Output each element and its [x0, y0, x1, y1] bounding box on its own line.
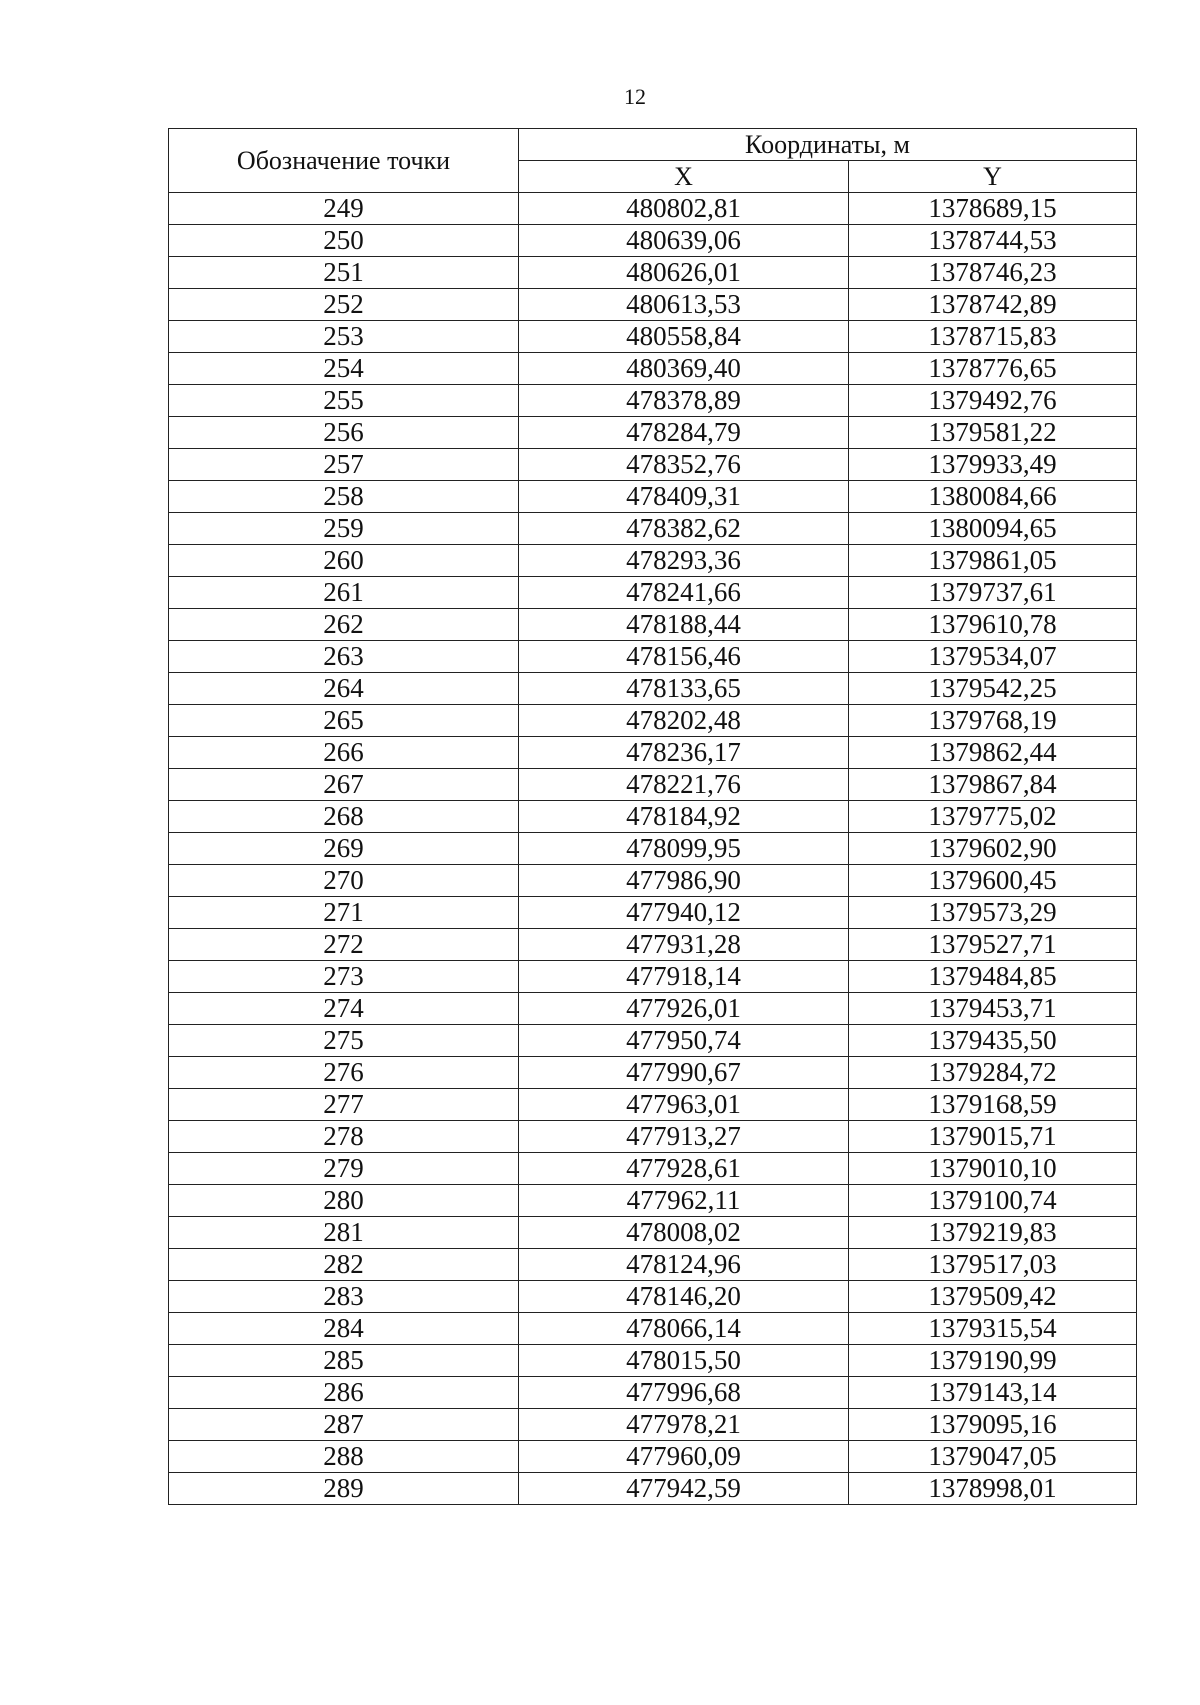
y-cell: 1379542,25 — [849, 673, 1137, 705]
table-row — [169, 1281, 1137, 1313]
y-cell: 1378746,23 — [849, 257, 1137, 289]
y-cell: 1379143,14 — [849, 1377, 1137, 1409]
table-row — [169, 673, 1137, 705]
y-cell: 1379581,22 — [849, 417, 1137, 449]
table-row — [169, 321, 1137, 353]
y-cell: 1379190,99 — [849, 1345, 1137, 1377]
table-row — [169, 1473, 1137, 1505]
table-row — [169, 993, 1137, 1025]
table-row — [169, 385, 1137, 417]
y-cell: 1379517,03 — [849, 1249, 1137, 1281]
table-row — [169, 833, 1137, 865]
point-cell: 280 — [169, 1185, 519, 1217]
x-cell: 477962,11 — [519, 1185, 849, 1217]
y-cell: 1379573,29 — [849, 897, 1137, 929]
point-cell: 268 — [169, 801, 519, 833]
y-cell: 1379602,90 — [849, 833, 1137, 865]
y-cell: 1379047,05 — [849, 1441, 1137, 1473]
x-cell: 477918,14 — [519, 961, 849, 993]
point-cell: 275 — [169, 1025, 519, 1057]
point-cell: 253 — [169, 321, 519, 353]
point-cell: 270 — [169, 865, 519, 897]
y-cell: 1379768,19 — [849, 705, 1137, 737]
x-cell: 477986,90 — [519, 865, 849, 897]
table-row — [169, 577, 1137, 609]
point-cell: 265 — [169, 705, 519, 737]
x-cell: 478241,66 — [519, 577, 849, 609]
x-cell: 478202,48 — [519, 705, 849, 737]
y-cell: 1379775,02 — [849, 801, 1137, 833]
x-cell: 478293,36 — [519, 545, 849, 577]
point-cell: 279 — [169, 1153, 519, 1185]
y-cell: 1378715,83 — [849, 321, 1137, 353]
point-cell: 287 — [169, 1409, 519, 1441]
y-cell: 1379219,83 — [849, 1217, 1137, 1249]
table-row — [169, 737, 1137, 769]
point-cell: 282 — [169, 1249, 519, 1281]
x-cell: 477990,67 — [519, 1057, 849, 1089]
x-cell: 478409,31 — [519, 481, 849, 513]
point-cell: 288 — [169, 1441, 519, 1473]
point-cell: 284 — [169, 1313, 519, 1345]
table-row — [169, 513, 1137, 545]
x-cell: 478008,02 — [519, 1217, 849, 1249]
x-cell: 477963,01 — [519, 1089, 849, 1121]
y-cell: 1379015,71 — [849, 1121, 1137, 1153]
table-row — [169, 1377, 1137, 1409]
page-number: 12 — [624, 84, 646, 109]
y-cell: 1379484,85 — [849, 961, 1137, 993]
table-row — [169, 257, 1137, 289]
table-row — [169, 481, 1137, 513]
y-cell: 1379737,61 — [849, 577, 1137, 609]
x-cell: 480639,06 — [519, 225, 849, 257]
x-cell: 477950,74 — [519, 1025, 849, 1057]
x-cell: 478236,17 — [519, 737, 849, 769]
x-cell: 478188,44 — [519, 609, 849, 641]
y-cell: 1379534,07 — [849, 641, 1137, 673]
point-cell: 266 — [169, 737, 519, 769]
table-body — [169, 193, 1137, 1505]
x-cell: 477913,27 — [519, 1121, 849, 1153]
point-cell: 262 — [169, 609, 519, 641]
point-cell: 257 — [169, 449, 519, 481]
table-row — [169, 1249, 1137, 1281]
y-cell: 1378776,65 — [849, 353, 1137, 385]
x-cell: 477928,61 — [519, 1153, 849, 1185]
x-cell: 477978,21 — [519, 1409, 849, 1441]
x-cell: 480626,01 — [519, 257, 849, 289]
y-cell: 1378998,01 — [849, 1473, 1137, 1505]
y-cell: 1379492,76 — [849, 385, 1137, 417]
y-column-header: Y — [849, 161, 1137, 193]
coordinates-group-header: Координаты, м — [519, 129, 1137, 161]
table-row — [169, 1217, 1137, 1249]
y-cell: 1379600,45 — [849, 865, 1137, 897]
table-row — [169, 1313, 1137, 1345]
y-cell: 1380084,66 — [849, 481, 1137, 513]
x-cell: 478156,46 — [519, 641, 849, 673]
table-row — [169, 865, 1137, 897]
point-cell: 267 — [169, 769, 519, 801]
y-cell: 1379095,16 — [849, 1409, 1137, 1441]
y-cell: 1379284,72 — [849, 1057, 1137, 1089]
y-cell: 1379527,71 — [849, 929, 1137, 961]
table-row — [169, 1025, 1137, 1057]
point-cell: 263 — [169, 641, 519, 673]
point-cell: 252 — [169, 289, 519, 321]
table-row — [169, 929, 1137, 961]
x-cell: 478184,92 — [519, 801, 849, 833]
table-row — [169, 705, 1137, 737]
table-row — [169, 353, 1137, 385]
point-cell: 278 — [169, 1121, 519, 1153]
point-cell: 289 — [169, 1473, 519, 1505]
point-cell: 274 — [169, 993, 519, 1025]
x-cell: 478066,14 — [519, 1313, 849, 1345]
y-cell: 1380094,65 — [849, 513, 1137, 545]
point-cell: 281 — [169, 1217, 519, 1249]
table-row — [169, 801, 1137, 833]
x-cell: 477996,68 — [519, 1377, 849, 1409]
point-cell: 250 — [169, 225, 519, 257]
x-cell: 480558,84 — [519, 321, 849, 353]
point-cell: 264 — [169, 673, 519, 705]
table-row — [169, 289, 1137, 321]
point-cell: 285 — [169, 1345, 519, 1377]
x-cell: 477926,01 — [519, 993, 849, 1025]
x-column-header: X — [519, 161, 849, 193]
point-cell: 254 — [169, 353, 519, 385]
table-row — [169, 1185, 1137, 1217]
y-cell: 1379862,44 — [849, 737, 1137, 769]
point-cell: 272 — [169, 929, 519, 961]
point-cell: 283 — [169, 1281, 519, 1313]
point-cell: 277 — [169, 1089, 519, 1121]
table-row — [169, 769, 1137, 801]
y-cell: 1379435,50 — [849, 1025, 1137, 1057]
table-row — [169, 1089, 1137, 1121]
y-cell: 1378742,89 — [849, 289, 1137, 321]
table-row — [169, 1409, 1137, 1441]
y-cell: 1378689,15 — [849, 193, 1137, 225]
y-cell: 1378744,53 — [849, 225, 1137, 257]
x-cell: 478099,95 — [519, 833, 849, 865]
point-cell: 259 — [169, 513, 519, 545]
point-cell: 249 — [169, 193, 519, 225]
point-cell: 258 — [169, 481, 519, 513]
point-cell: 273 — [169, 961, 519, 993]
table-row — [169, 1441, 1137, 1473]
table-row — [169, 1345, 1137, 1377]
table-row — [169, 1057, 1137, 1089]
point-column-header: Обозначение точки — [169, 129, 519, 193]
x-cell: 477940,12 — [519, 897, 849, 929]
table-row — [169, 961, 1137, 993]
table-row — [169, 609, 1137, 641]
point-cell: 261 — [169, 577, 519, 609]
x-cell: 477942,59 — [519, 1473, 849, 1505]
y-cell: 1379453,71 — [849, 993, 1137, 1025]
x-cell: 477960,09 — [519, 1441, 849, 1473]
table-header — [169, 129, 1137, 193]
y-cell: 1379509,42 — [849, 1281, 1137, 1313]
x-cell: 478133,65 — [519, 673, 849, 705]
x-cell: 478352,76 — [519, 449, 849, 481]
x-cell: 480613,53 — [519, 289, 849, 321]
x-cell: 477931,28 — [519, 929, 849, 961]
x-cell: 478015,50 — [519, 1345, 849, 1377]
x-cell: 478221,76 — [519, 769, 849, 801]
x-cell: 478146,20 — [519, 1281, 849, 1313]
coordinates-table — [168, 128, 1137, 1505]
table-row — [169, 545, 1137, 577]
table-row — [169, 1153, 1137, 1185]
x-cell: 478284,79 — [519, 417, 849, 449]
point-cell: 271 — [169, 897, 519, 929]
table-row — [169, 417, 1137, 449]
y-cell: 1379610,78 — [849, 609, 1137, 641]
point-cell: 256 — [169, 417, 519, 449]
table-row — [169, 449, 1137, 481]
y-cell: 1379933,49 — [849, 449, 1137, 481]
y-cell: 1379100,74 — [849, 1185, 1137, 1217]
x-cell: 478378,89 — [519, 385, 849, 417]
point-cell: 255 — [169, 385, 519, 417]
y-cell: 1379867,84 — [849, 769, 1137, 801]
table-row — [169, 641, 1137, 673]
point-cell: 269 — [169, 833, 519, 865]
y-cell: 1379315,54 — [849, 1313, 1137, 1345]
x-cell: 480369,40 — [519, 353, 849, 385]
y-cell: 1379861,05 — [849, 545, 1137, 577]
x-cell: 478382,62 — [519, 513, 849, 545]
table-row — [169, 193, 1137, 225]
table-row — [169, 1121, 1137, 1153]
point-cell: 276 — [169, 1057, 519, 1089]
y-cell: 1379168,59 — [849, 1089, 1137, 1121]
table-row — [169, 897, 1137, 929]
y-cell: 1379010,10 — [849, 1153, 1137, 1185]
point-cell: 286 — [169, 1377, 519, 1409]
point-cell: 260 — [169, 545, 519, 577]
x-cell: 478124,96 — [519, 1249, 849, 1281]
table-row — [169, 225, 1137, 257]
point-cell: 251 — [169, 257, 519, 289]
x-cell: 480802,81 — [519, 193, 849, 225]
